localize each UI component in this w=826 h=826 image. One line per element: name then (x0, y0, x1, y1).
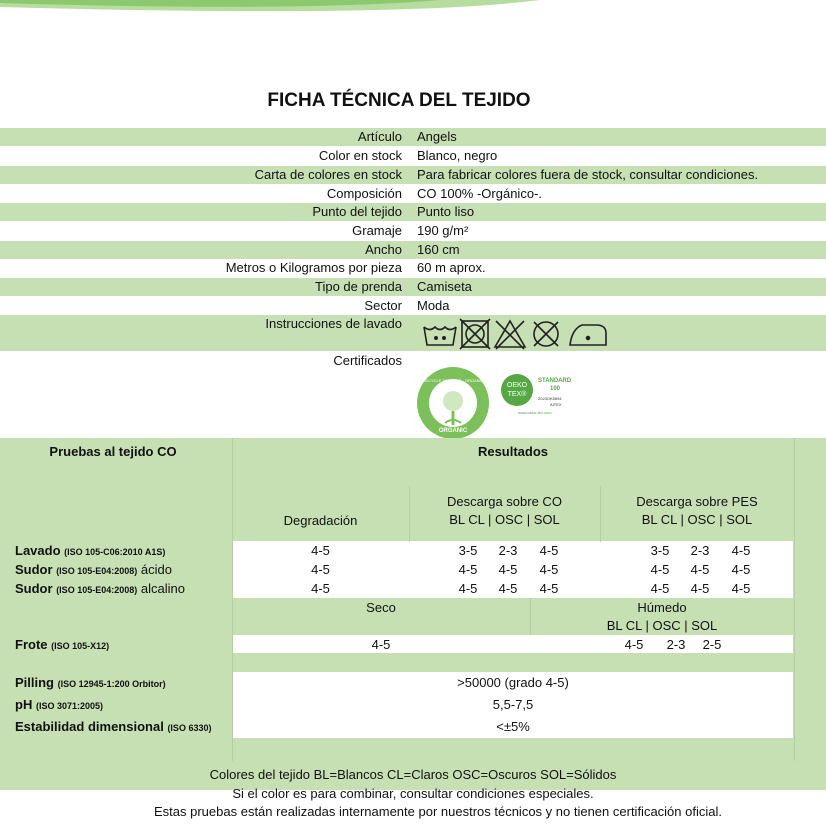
spec-label: Ancho (365, 242, 402, 257)
test-name (15, 719, 211, 734)
col-pes: Descarga sobre PES (636, 494, 758, 509)
oeko-badge-line: OEKO (506, 382, 528, 389)
wash-30-icon (424, 327, 456, 345)
test-name (15, 637, 109, 652)
footer-note: Colores del tejido BL=Blancos CL=Claros OSC=Oscuros SOL=Sólidos (209, 767, 617, 782)
test-name-main: Pilling (15, 675, 54, 690)
spec-value: Camiseta (417, 279, 472, 294)
spec-value: CO 100% -Orgánico-. (417, 186, 542, 201)
test-name (15, 543, 165, 558)
spec-row (0, 222, 826, 240)
result-co-bl: 4-5 (458, 562, 478, 577)
result-degradacion: 4-5 (311, 543, 330, 558)
col-pes-sub: BL CL | OSC | SOL (641, 512, 753, 527)
test-name-main: Sudor (15, 562, 53, 577)
footer-note: Si el color es para combinar, consultar condiciones especiales. (232, 786, 594, 801)
result-co-bl: 3-5 (458, 543, 478, 558)
oeko-inst-text: AITEX (550, 402, 562, 407)
result-co-osc: 4-5 (498, 581, 518, 596)
result-pes-osc: 4-5 (690, 581, 710, 596)
spec-value: Angels (417, 129, 457, 144)
test-name-main: Frote (15, 637, 48, 652)
certificates-label: Certificados (333, 353, 402, 368)
spec-label: Metros o Kilogramos por pieza (225, 260, 402, 275)
washing-label: Instrucciones de lavado (265, 316, 402, 331)
no-bleach-icon (495, 321, 525, 349)
spec-label: Composición (326, 186, 402, 201)
no-dry-clean-icon (534, 322, 558, 346)
test-name-main: Sudor (15, 581, 53, 596)
oeko-number-text: 100 (550, 386, 561, 392)
result-pes-osc: 2-3 (690, 543, 710, 558)
test-name (15, 675, 166, 690)
tests-header-left: Pruebas al tejido CO (49, 444, 177, 459)
organic-ring-text: RECYCLE TEXTILES - ORGANIC (422, 378, 484, 383)
result-pes-bl: 4-5 (650, 581, 670, 596)
test-standard: (ISO 12945-1:200 Orbitor) (57, 679, 166, 689)
result-pilling: >50000 (grado 4-5) (457, 675, 569, 690)
spec-label: Gramaje (352, 223, 402, 238)
test-name (15, 581, 185, 596)
spec-row (0, 185, 826, 203)
spec-row (0, 241, 826, 259)
footer-disclaimer: Estas pruebas están realizadas internamente por nuestros técnicos y no tienen certificación oficial. (154, 804, 722, 819)
test-standard: (ISO 105-C06:2010 A1S) (64, 547, 166, 557)
result-pes-bl: 4-5 (650, 562, 670, 577)
spec-row (0, 128, 826, 146)
spec-value: Punto liso (417, 204, 475, 219)
spec-value: 160 cm (417, 242, 460, 257)
result-co-bl: 4-5 (458, 581, 478, 596)
spec-label: Tipo de prenda (315, 279, 402, 294)
spec-value: 190 g/m² (417, 223, 469, 238)
no-tumble-dry-icon (460, 319, 490, 349)
washing-symbols (420, 317, 610, 351)
col-co-sub: BL CL | OSC | SOL (449, 512, 560, 527)
oeko-standard-text: STANDARD (538, 378, 572, 384)
oeko-tex-badge (501, 374, 533, 406)
test-suffix: ácido (140, 562, 172, 577)
test-suffix: alcalino (140, 581, 185, 596)
grid-line (794, 438, 795, 761)
result-frote-sol: 2-5 (702, 637, 722, 652)
organic-bottom-text: ORGANIC (438, 428, 468, 434)
result-ph: 5,5-7,5 (492, 697, 534, 712)
result-co-osc: 2-3 (498, 543, 518, 558)
spec-value: 60 m aprox. (417, 260, 486, 275)
washing-row (0, 315, 826, 351)
page-title: FICHA TÉCNICA DEL TEJIDO (267, 90, 531, 111)
test-name-main: Lavado (15, 543, 61, 558)
result-estabilidad: <±5% (496, 719, 530, 734)
spec-value: Para fabricar colores fuera de stock, consultar condiciones. (417, 167, 759, 182)
tests-header-right: Resultados (477, 444, 549, 459)
col-degradacion: Degradación (283, 513, 358, 528)
result-frote-osc: 2-3 (666, 637, 686, 652)
result-pes-sol: 4-5 (731, 581, 751, 596)
result-frote-bl: 4-5 (624, 637, 644, 652)
result-pes-osc: 4-5 (690, 562, 710, 577)
test-standard: (ISO 105-E04:2008) (56, 566, 138, 576)
result-pes-bl: 3-5 (650, 543, 670, 558)
spec-row (0, 166, 826, 184)
spec-value: Blanco, negro (417, 148, 498, 163)
spec-row (0, 203, 826, 221)
oeko-cert-text: 2023OK5694 (538, 396, 562, 401)
result-co-osc: 4-5 (498, 562, 518, 577)
result-co-sol: 4-5 (539, 562, 559, 577)
col-humedo: Húmedo (637, 600, 687, 615)
spec-row (0, 297, 826, 315)
iron-low-icon (570, 325, 606, 345)
result-frote-seco: 4-5 (371, 637, 391, 652)
result-pes-sol: 4-5 (731, 543, 751, 558)
col-humedo-sub: BL CL | OSC | SOL (606, 618, 718, 633)
test-name (15, 697, 103, 712)
spec-value: Moda (417, 298, 450, 313)
result-co-sol: 4-5 (539, 543, 559, 558)
oeko-badge-line: TEX® (507, 391, 527, 398)
test-standard: (ISO 105-X12) (51, 641, 110, 651)
test-name-main: Estabilidad dimensional (15, 719, 164, 734)
spec-row (0, 147, 826, 165)
spec-row (0, 259, 826, 277)
result-degradacion: 4-5 (311, 581, 330, 596)
spec-row (0, 278, 826, 296)
result-pes-sol: 4-5 (731, 562, 751, 577)
test-name (15, 562, 172, 577)
spec-label: Artículo (357, 129, 402, 144)
test-standard: (ISO 105-E04:2008) (56, 585, 138, 595)
oeko-url-text: www.oeko-tex.com (518, 410, 552, 415)
test-name-main: pH (15, 697, 33, 712)
spec-label: Sector (364, 298, 402, 313)
test-standard: (ISO 6330) (167, 723, 212, 733)
col-seco: Seco (366, 600, 396, 615)
col-co: Descarga sobre CO (447, 494, 562, 509)
result-degradacion: 4-5 (311, 562, 330, 577)
result-co-sol: 4-5 (539, 581, 559, 596)
spec-label: Punto del tejido (312, 204, 402, 219)
header-leaf-decoration (0, 0, 826, 14)
spec-label: Carta de colores en stock (254, 167, 402, 182)
spec-label: Color en stock (318, 148, 402, 163)
test-standard: (ISO 3071:2005) (35, 701, 104, 711)
